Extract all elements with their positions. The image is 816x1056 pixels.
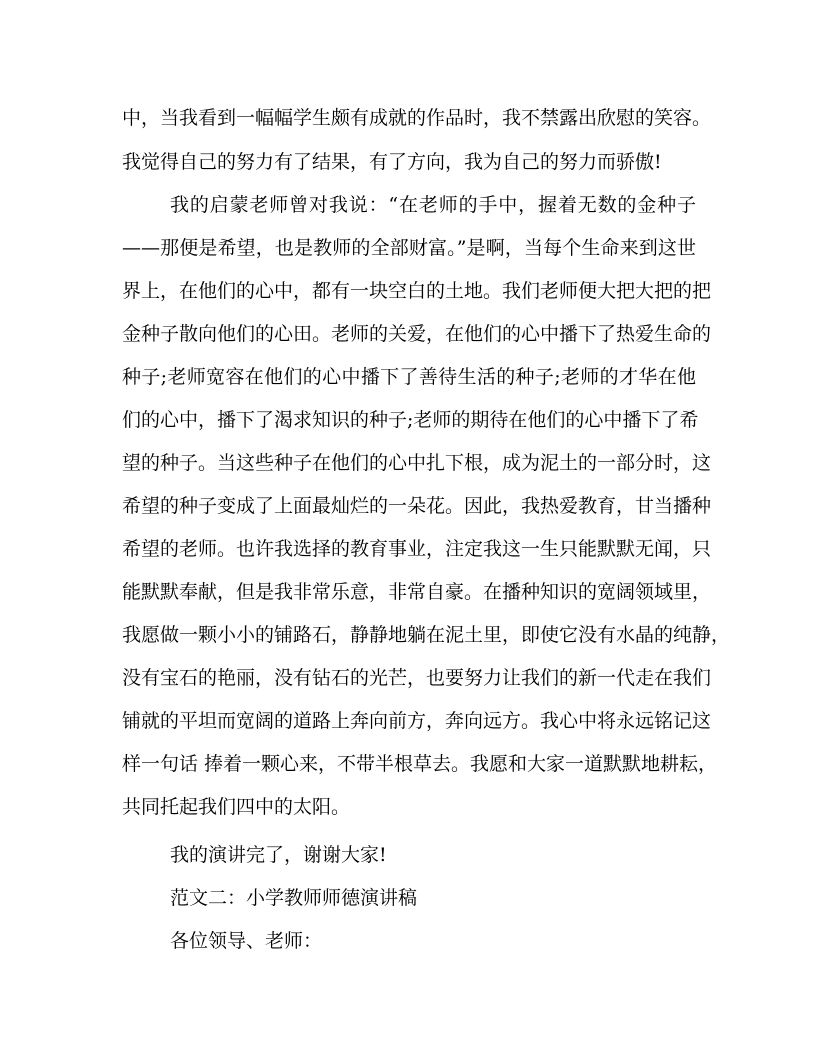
paragraph-line: 我的启蒙老师曾对我说：“在老师的手中，握着无数的金种子 <box>170 194 696 216</box>
paragraph-line: 们的心中，播下了渴求知识的种子;老师的期待在他们的心中播下了希 <box>122 409 699 431</box>
paragraph-line: 金种子散向他们的心田。老师的关爱，在他们的心中播下了热爱生命的 <box>122 323 712 345</box>
paragraph-line: 能默默奉献，但是我非常乐意，非常自豪。在播种知识的宽阔领域里， <box>122 581 712 603</box>
paragraph-line: 共同托起我们四中的太阳。 <box>122 796 351 818</box>
paragraph-line: 我愿做一颗小小的铺路石，静静地躺在泥土里，即使它没有水晶的纯静， <box>122 624 731 646</box>
paragraph-line: 界上，在他们的心中，都有一块空白的土地。我们老师便大把大把的把 <box>122 280 712 302</box>
section-heading: 范文二：小学教师师德演讲稿 <box>170 887 418 909</box>
closing-line: 我的演讲完了，谢谢大家! <box>170 844 387 866</box>
paragraph-line: 希望的老师。也许我选择的教育事业，注定我这一生只能默默无闻，只 <box>122 538 712 560</box>
paragraph-line: 种子;老师宽容在他们的心中播下了善待生活的种子;老师的才华在他 <box>122 366 696 388</box>
salutation-line: 各位领导、老师： <box>170 930 323 952</box>
paragraph-line: 我觉得自己的努力有了结果，有了方向，我为自己的努力而骄傲! <box>122 151 662 173</box>
paragraph-line: 样一句话 捧着一颗心来，不带半根草去。我愿和大家一道默默地耕耘， <box>122 753 718 775</box>
paragraph-line: 中，当我看到一幅幅学生颇有成就的作品时，我不禁露出欣慰的笑容。 <box>122 107 712 129</box>
paragraph-line: 望的种子。当这些种子在他们的心中扎下根，成为泥土的一部分时，这 <box>122 452 712 474</box>
paragraph-line: 铺就的平坦而宽阔的道路上奔向前方，奔向远方。我心中将永远铭记这 <box>122 710 712 732</box>
paragraph-line: 希望的种子变成了上面最灿烂的一朵花。因此，我热爱教育，甘当播种 <box>122 495 712 517</box>
paragraph-line: 没有宝石的艳丽，没有钻石的光芒，也要努力让我们的新一代走在我们 <box>122 667 712 689</box>
paragraph-line: ——那便是希望，也是教师的全部财富。”是啊，当每个生命来到这世 <box>122 237 696 259</box>
